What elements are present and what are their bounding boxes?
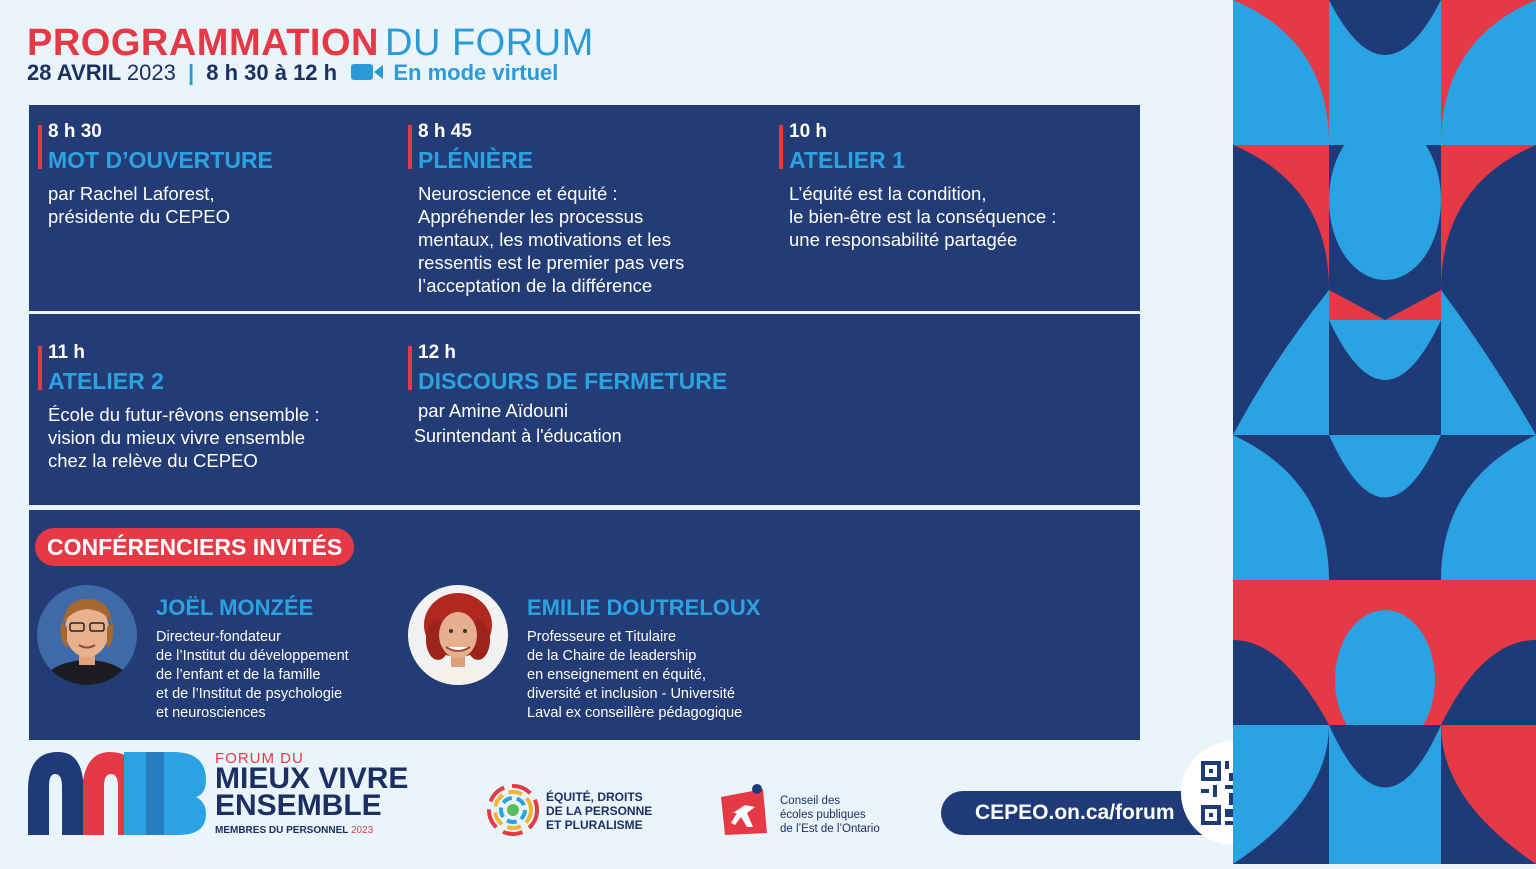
session-desc: par Rachel Laforest, présidente du CEPEO <box>48 183 231 227</box>
session-desc: L’équité est la condition, le bien-être est la conséquence : une responsabilité partagée <box>789 183 1057 250</box>
decorative-pattern <box>1233 0 1536 864</box>
session-time: 10 h <box>789 121 828 142</box>
session-time: 11 h <box>48 342 85 363</box>
event-mode: En mode virtuel <box>393 60 559 85</box>
session-desc-secondary: Surintendant à l'éducation <box>414 426 622 446</box>
accent-bar <box>779 125 783 169</box>
session-time: 8 h 30 <box>48 121 102 142</box>
video-camera-icon <box>351 61 383 87</box>
cepeo-label: Conseil des écoles publiques de l’Est de l’Ontario <box>780 795 880 835</box>
session-card <box>48 342 398 472</box>
session-name: MOT D’OUVERTURE <box>48 147 273 173</box>
event-hours: 8 h 30 à 12 h <box>206 60 338 85</box>
session-name: DISCOURS DE FERMETURE <box>418 368 728 394</box>
accent-bar <box>38 125 42 169</box>
session-card <box>418 121 768 297</box>
title-bold: PROGRAMMATION <box>27 22 379 64</box>
session-desc: Neuroscience et équité : Appréhender les processus mentaux, les motivations et les ressentis est le premier pas vers l’acceptation de la différence <box>418 183 685 296</box>
forum-staff-label: MEMBRES DU PERSONNEL <box>215 825 349 836</box>
forum-name: MIEUX VIVRE ENSEMBLE <box>215 762 409 822</box>
session-card <box>48 121 398 228</box>
forum-label: FORUM DU <box>215 750 304 767</box>
forum-year: 2023 <box>350 825 374 836</box>
session-desc: par Amine Aïdouni <box>418 400 569 421</box>
session-name: PLÉNIÈRE <box>418 147 534 173</box>
program-row-1 <box>29 105 1140 311</box>
session-name: ATELIER 2 <box>48 368 164 394</box>
speakers-heading-badge: CONFÉRENCIERS INVITÉS <box>35 528 354 566</box>
forum-audience <box>215 825 373 836</box>
speaker-name: EMILIE DOUTRELOUX <box>527 595 761 620</box>
forum-url-link[interactable]: CEPEO.on.ca/forum <box>975 801 1175 824</box>
avatar <box>37 585 137 685</box>
speaker-desc: Directeur-fondateur de l’Institut du développement de l’enfant et de la famille et de l’Institut de psychologie et neurosciences <box>156 629 349 721</box>
session-desc: École du futur-rêvons ensemble : vision du mieux vivre ensemble chez la relève du CEPEO <box>48 404 320 471</box>
session-time: 12 h <box>418 342 457 363</box>
event-year: 2023 <box>126 60 176 85</box>
page-title <box>27 22 594 65</box>
equite-label: ÉQUITÉ, DROITS DE LA PERSONNE ET PLURALISME <box>546 790 653 832</box>
avatar <box>408 585 508 685</box>
cepeo-logo <box>719 783 769 842</box>
speaker-desc: Professeure et Titulaire de la Chaire de leadership en enseignement en équité, diversité et inclusion - Université Laval ex conseillère pédagogique <box>527 629 743 721</box>
session-time: 8 h 45 <box>418 121 472 142</box>
equite-logo <box>487 784 539 841</box>
session-name: ATELIER 1 <box>789 147 905 173</box>
event-subtitle <box>27 60 558 87</box>
accent-bar <box>408 346 412 390</box>
title-light: DU FORUM <box>385 22 594 64</box>
mve-logo <box>28 750 208 843</box>
program-row-2 <box>29 314 1140 505</box>
separator: | <box>187 60 195 85</box>
session-card <box>414 342 798 447</box>
accent-bar <box>408 125 412 169</box>
speaker-name: JOËL MONZÉE <box>156 595 314 620</box>
accent-bar <box>38 346 42 390</box>
event-date: 28 AVRIL <box>27 60 121 85</box>
session-card <box>789 121 1139 251</box>
